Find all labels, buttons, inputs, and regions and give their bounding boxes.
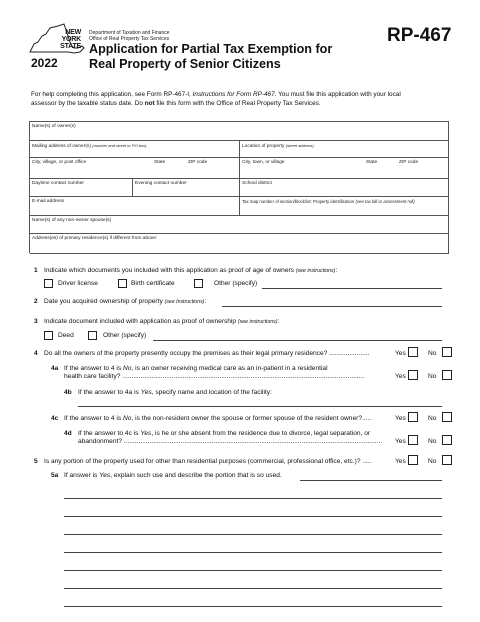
q4c-no-emphasis: No xyxy=(123,415,132,422)
evening-contact-label: Evening contact number xyxy=(135,181,187,186)
q4d-text: If the answer to 4c is xyxy=(78,430,141,437)
q4a-no-label: No xyxy=(428,373,437,380)
office-name: Office of Real Property Tax Services xyxy=(89,36,170,42)
school-district-field[interactable] xyxy=(240,179,449,197)
form-number: RP-467 xyxy=(387,25,452,46)
q4a-yes-label: Yes xyxy=(395,373,406,380)
city-right-label: City, town, or village xyxy=(242,160,285,165)
q4d-line1 xyxy=(78,430,370,437)
q4d-yes-label: Yes xyxy=(395,438,406,445)
q3-colon: : xyxy=(277,318,280,325)
q4a-line2: health care facility? .................................................................................................................................... xyxy=(64,373,365,380)
q1-number: 1 xyxy=(34,267,38,274)
q3-text-main: Indicate document included with application as proof of ownership xyxy=(44,318,237,325)
q4b-text-main: If the answer to 4a is xyxy=(78,389,141,396)
property-location-field[interactable] xyxy=(240,141,449,158)
q3-deed-label: Deed xyxy=(58,332,74,339)
state-line-new: NEW xyxy=(65,29,81,36)
department-name: Department of Taxation and Finance xyxy=(89,30,170,36)
owner-names-field[interactable] xyxy=(30,122,449,141)
q4a-text: , is an owner receiving medical care as an in-patient in a residential xyxy=(131,365,328,372)
tax-map-hint: (see tax bill or assessment roll) xyxy=(355,199,415,204)
q4b-text-main: , specify name and location of the facility: xyxy=(151,389,272,396)
q4d-number: 4d xyxy=(64,430,72,437)
state-logo-text xyxy=(57,29,81,50)
q1-birth-certificate-checkbox[interactable] xyxy=(118,279,127,288)
q5a-text-main: , explain such use and describe the portion that is so used. xyxy=(110,472,282,479)
primary-residence-label: Address(es) of primary residence(s) if different from above: xyxy=(32,236,158,241)
q5a-text xyxy=(64,472,282,479)
q5a-explain-line3[interactable] xyxy=(64,516,442,517)
q4c-number: 4c xyxy=(51,415,59,422)
mailing-address-hint: (number and street or PO box) xyxy=(92,143,147,148)
q4c-yes-checkbox[interactable] xyxy=(408,412,418,422)
q3-other-label: Other (specify) xyxy=(103,332,147,339)
q3-number: 3 xyxy=(34,318,38,325)
q4a-yes-checkbox[interactable] xyxy=(408,370,418,380)
q5a-number: 5a xyxy=(51,472,59,479)
q3-text xyxy=(44,318,279,325)
daytime-contact-field[interactable] xyxy=(30,179,133,197)
q2-colon: : xyxy=(204,298,207,305)
q5a-explain-line4[interactable] xyxy=(64,534,442,535)
q4b-number: 4b xyxy=(64,389,72,396)
q2-date-line[interactable] xyxy=(222,306,442,307)
tax-map-label-text: Tax map number of section/block/lot: Property identification xyxy=(242,199,355,204)
q1-text xyxy=(44,267,337,274)
q4d-no-label: No xyxy=(428,438,437,445)
state-left-label: State xyxy=(154,160,166,165)
q4c-text-main: If the answer to 4 is xyxy=(64,415,124,422)
email-field[interactable] xyxy=(30,197,240,216)
q4a-line1 xyxy=(64,365,328,372)
daytime-contact-label: Daytime contact number xyxy=(32,181,84,186)
q4b-facility-line[interactable] xyxy=(78,406,442,407)
q4b-yes-emphasis: Yes xyxy=(140,389,152,396)
q2-text xyxy=(44,298,206,305)
q1-colon: : xyxy=(335,267,338,274)
evening-contact-field[interactable] xyxy=(133,179,240,197)
q3-other-specify-line[interactable] xyxy=(153,340,442,341)
q5a-explain-line8[interactable] xyxy=(64,606,442,607)
q2-text-main: Date you acquired ownership of property xyxy=(44,298,163,305)
q2-number: 2 xyxy=(34,298,38,305)
state-line-state: STATE xyxy=(60,43,81,50)
intro-line2 xyxy=(31,100,321,107)
property-location-label-text: Location of property xyxy=(242,144,285,149)
q5a-explain-line1[interactable] xyxy=(300,480,442,481)
intro-instructions-title: Instructions for Form RP-467 xyxy=(192,91,275,98)
city-left-label: City, village, or post office xyxy=(32,160,87,165)
q1-other-label: Other (specify) xyxy=(214,280,258,287)
state-right-label: State xyxy=(366,160,378,165)
q3-hint: (see instructions) xyxy=(237,319,278,325)
mailing-address-label-text: Mailing address of owner(s) xyxy=(32,144,91,149)
intro-text: For help completing this application, see Form RP-467-I, xyxy=(31,91,193,98)
q4c-text xyxy=(64,415,392,422)
form-year: 2022 xyxy=(31,56,58,70)
q4c-text-main: , is the non-resident owner the spouse or former spouse of the resident owner?..... xyxy=(131,415,372,422)
q5-yes-checkbox[interactable] xyxy=(408,455,418,465)
q5-no-label: No xyxy=(428,458,437,465)
q5a-explain-line2[interactable] xyxy=(64,498,442,499)
mailing-address-label xyxy=(32,143,147,149)
owner-names-label: Name(s) of owner(s) xyxy=(32,124,76,129)
intro-text: . You must file this application with your local xyxy=(274,91,401,98)
q5-text: Is any portion of the property used for other than residential purposes (commercial, professional office, etc.)? ..... xyxy=(44,458,372,465)
q3-other-checkbox[interactable] xyxy=(88,331,97,340)
non-owner-spouse-field[interactable] xyxy=(30,216,449,234)
q1-driver-license-label: Driver license xyxy=(58,280,98,287)
owner-info-grid xyxy=(29,121,449,253)
q1-birth-certificate-label: Birth certificate xyxy=(131,280,175,287)
intro-text: assessor by the taxable status date. Do xyxy=(31,100,145,107)
property-location-label xyxy=(242,143,314,149)
q5a-explain-line6[interactable] xyxy=(64,570,442,571)
q4d-yes-emphasis: Yes xyxy=(140,430,152,437)
state-line-york: YORK xyxy=(61,36,81,43)
mailing-address-field[interactable] xyxy=(30,141,240,158)
q4d-yes-checkbox[interactable] xyxy=(408,435,418,445)
q4-no-checkbox[interactable] xyxy=(442,347,452,357)
q4-yes-checkbox[interactable] xyxy=(408,347,418,357)
q4c-no-label: No xyxy=(428,415,437,422)
zip-left-label: ZIP code xyxy=(188,160,208,165)
q4a-number: 4a xyxy=(51,365,59,372)
q4b-text xyxy=(78,389,272,396)
primary-residence-field[interactable] xyxy=(30,234,449,254)
q5a-text-main: If answer is xyxy=(64,472,100,479)
school-district-label: School district xyxy=(242,181,272,186)
form-title-line2: Real Property of Senior Citizens xyxy=(89,57,281,71)
q5-no-checkbox[interactable] xyxy=(442,455,452,465)
q4-text: Do all the owners of the property presently occupy the premises as their legal primary residence? ...................... xyxy=(44,350,370,357)
q1-text-main: Indicate which documents you included with this application as proof of age of owners xyxy=(44,267,294,274)
q4d-line2: abandonment? ............................................................................................................................................. xyxy=(78,438,383,445)
city-right-field[interactable] xyxy=(240,158,449,179)
intro-line1 xyxy=(31,91,401,98)
tax-map-field[interactable] xyxy=(240,197,449,216)
tax-map-label xyxy=(242,199,415,204)
property-location-hint: (street address) xyxy=(285,143,314,148)
q2-hint: (see Instructions) xyxy=(164,299,205,305)
q1-other-checkbox[interactable] xyxy=(194,279,203,288)
q4-no-label: No xyxy=(428,350,437,357)
q4d-no-checkbox[interactable] xyxy=(442,435,452,445)
q4-yes-label: Yes xyxy=(395,350,406,357)
q4a-no-emphasis: No xyxy=(123,365,132,372)
q4c-no-checkbox[interactable] xyxy=(442,412,452,422)
q4a-text: If the answer to 4 is xyxy=(64,365,124,372)
non-owner-spouse-label: Name(s) of any non-owner spouse(s) xyxy=(32,218,112,223)
q4c-yes-label: Yes xyxy=(395,415,406,422)
form-title-line1: Application for Partial Tax Exemption for xyxy=(89,42,333,56)
city-left-field[interactable] xyxy=(30,158,240,179)
q3-deed-checkbox[interactable] xyxy=(44,331,53,340)
email-label: E-mail address xyxy=(32,199,64,204)
q1-driver-license-checkbox[interactable] xyxy=(44,279,53,288)
intro-text: file this form with the Office of Real Property Tax Services. xyxy=(154,100,321,107)
q1-other-specify-line[interactable] xyxy=(262,288,442,289)
intro-emphasis: not xyxy=(144,100,155,107)
q4a-no-checkbox[interactable] xyxy=(442,370,452,380)
q4d-text: , is he or she absent from the residence due to divorce, legal separation, or xyxy=(151,430,371,437)
q5-yes-label: Yes xyxy=(395,458,406,465)
q4-number: 4 xyxy=(34,350,38,357)
q1-hint: (see instructions) xyxy=(295,268,336,274)
q5a-explain-line7[interactable] xyxy=(64,588,442,589)
zip-right-label: ZIP code xyxy=(399,160,419,165)
q5-number: 5 xyxy=(34,458,38,465)
q5a-explain-line5[interactable] xyxy=(64,552,442,553)
q5a-yes-emphasis: Yes xyxy=(99,472,111,479)
